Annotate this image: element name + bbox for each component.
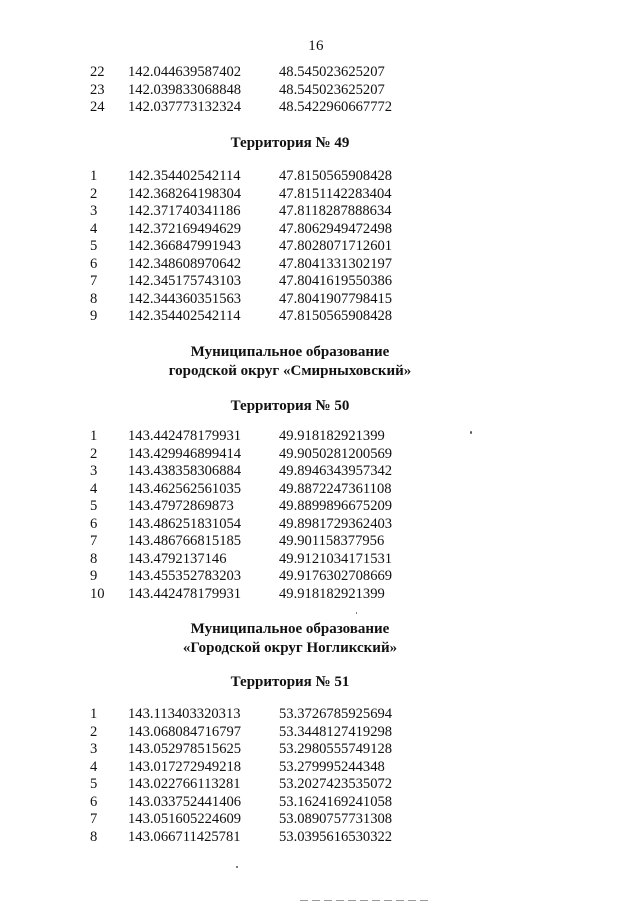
longitude-value: 142.044639587402 [128,64,242,80]
scan-speck [470,431,472,434]
point-number: 1 [90,428,98,444]
longitude-value: 143.47972869873 [128,498,234,514]
point-number: 4 [90,758,98,775]
latitude-value: 53.3726785925694 [279,706,393,722]
longitude-value: 142.354402542114 [128,168,241,184]
point-number: 6 [90,255,98,272]
point-number: 3 [90,463,98,479]
point-number: 3 [90,741,98,757]
point-number: 24 [90,99,105,115]
latitude-value: 47.8041619550386 [279,273,393,289]
latitude-value: 53.0395616530322 [279,828,393,845]
longitude-value: 142.371740341186 [128,203,241,219]
point-number: 23 [90,81,105,98]
longitude-value: 142.366847991943 [128,238,242,254]
latitude-value: 47.8150565908428 [279,308,393,324]
point-number: 3 [90,203,98,219]
longitude-value: 143.017272949218 [128,758,242,775]
point-number: 2 [90,445,98,462]
scan-speck [356,612,357,614]
point-number: 7 [90,811,98,827]
latitude-value: 49.918182921399 [279,585,385,602]
longitude-value: 143.052978515625 [128,741,242,757]
latitude-value: 47.8062949472498 [279,220,393,237]
latitude-value: 49.8872247361108 [279,480,392,497]
latitude-value: 47.8151142283404 [279,185,392,202]
latitude-value: 53.2027423535072 [279,776,393,792]
point-number: 4 [90,220,98,237]
point-number: 8 [90,290,98,307]
page-number: 16 [308,38,324,54]
point-number: 7 [90,533,98,549]
longitude-value: 142.354402542114 [128,308,241,324]
longitude-value: 143.486766815185 [128,533,242,549]
latitude-value: 47.8041907798415 [279,290,393,307]
longitude-value: 143.486251831054 [128,515,242,532]
latitude-value: 49.8981729362403 [279,515,393,532]
scan-speck [236,866,238,868]
latitude-value: 47.8118287888634 [279,203,392,219]
point-number: 22 [90,64,105,80]
longitude-value: 143.068084716797 [128,723,242,740]
latitude-value: 53.1624169241058 [279,793,393,810]
scan-edge-line [300,900,430,901]
longitude-value: 142.348608970642 [128,255,242,272]
latitude-value: 49.9050281200569 [279,445,393,462]
longitude-value: 143.051605224609 [128,811,242,827]
longitude-value: 142.037773132324 [128,99,242,115]
longitude-value: 142.345175743103 [128,273,242,289]
point-number: 5 [90,498,98,514]
point-number: 2 [90,723,98,740]
longitude-value: 143.442478179931 [128,585,242,602]
latitude-value: 53.279995244348 [279,758,385,775]
latitude-value: 49.8899896675209 [279,498,393,514]
longitude-value: 143.033752441406 [128,793,242,810]
latitude-value: 53.2980555749128 [279,741,393,757]
point-number: 5 [90,776,98,792]
point-number: 4 [90,480,98,497]
longitude-value: 142.372169494629 [128,220,242,237]
point-number: 7 [90,273,98,289]
point-number: 8 [90,550,98,567]
latitude-value: 47.8028071712601 [279,238,393,254]
latitude-value: 47.8150565908428 [279,168,393,184]
territory-51-title: Территория № 51 [230,674,350,690]
latitude-value: 49.918182921399 [279,428,385,444]
point-number: 1 [90,706,98,722]
point-number: 9 [90,568,98,584]
longitude-value: 143.438358306884 [128,463,242,479]
longitude-value: 143.429946899414 [128,445,242,462]
territory-50-title: Территория № 50 [230,398,350,414]
longitude-value: 142.039833068848 [128,81,242,98]
point-number: 5 [90,238,98,254]
latitude-value: 49.9176302708669 [279,568,393,584]
latitude-value: 49.901158377956 [279,533,385,549]
longitude-value: 143.022766113281 [128,776,241,792]
longitude-value: 143.462562561035 [128,480,242,497]
latitude-value: 48.545023625207 [279,64,385,80]
point-number: 6 [90,515,98,532]
longitude-value: 142.368264198304 [128,185,242,202]
latitude-value: 48.545023625207 [279,81,385,98]
municipality-nogliki-line1: Муниципальное образование [190,621,390,637]
municipality-smirnykh-line1: Муниципальное образование [190,344,390,360]
municipality-smirnykh-line2: городской округ «Смирныховский» [168,363,412,379]
point-number: 10 [90,585,105,602]
point-number: 2 [90,185,98,202]
point-number: 6 [90,793,98,810]
longitude-value: 143.066711425781 [128,828,241,845]
latitude-value: 53.3448127419298 [279,723,393,740]
longitude-value: 143.4792137146 [128,550,227,567]
longitude-value: 143.442478179931 [128,428,242,444]
longitude-value: 142.344360351563 [128,290,242,307]
point-number: 1 [90,168,98,184]
longitude-value: 143.113403320313 [128,706,241,722]
point-number: 8 [90,828,98,845]
latitude-value: 47.8041331302197 [279,255,393,272]
latitude-value: 49.9121034171531 [279,550,393,567]
latitude-value: 49.8946343957342 [279,463,393,479]
latitude-value: 48.5422960667772 [279,99,393,115]
municipality-nogliki-line2: «Городской округ Ногликский» [182,640,398,656]
longitude-value: 143.455352783203 [128,568,242,584]
latitude-value: 53.0890757731308 [279,811,393,827]
point-number: 9 [90,308,98,324]
territory-49-title: Территория № 49 [230,135,350,151]
